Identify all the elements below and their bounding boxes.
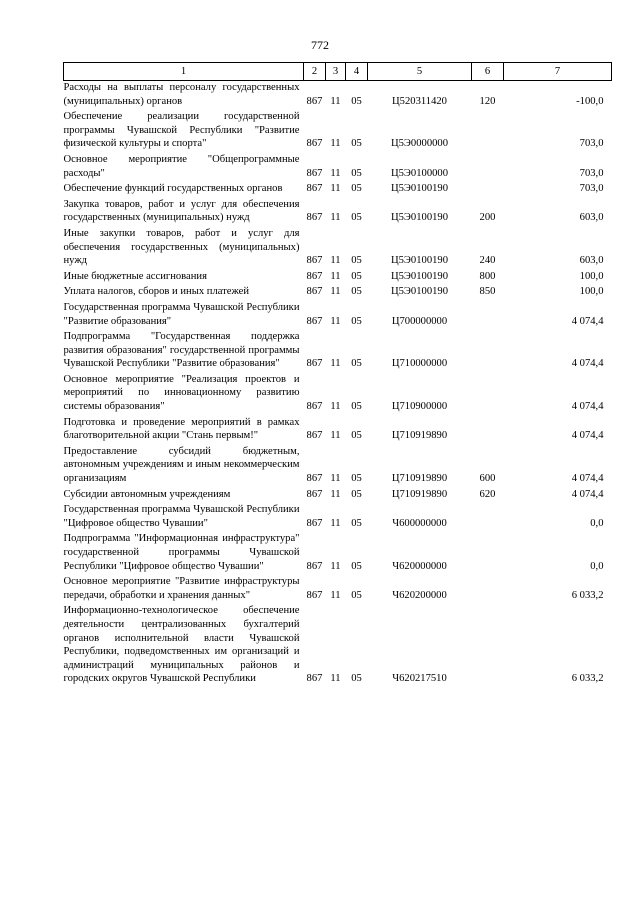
row-code-col4: 05 <box>351 95 362 107</box>
row-code-col5: Ч600000000 <box>392 517 447 529</box>
row-code-col4: 05 <box>351 358 362 370</box>
row-code-col5: Ц710900000 <box>391 401 448 413</box>
row-code-col3: 11 <box>330 315 341 327</box>
header-row <box>64 63 612 81</box>
row-code-col4: 05 <box>351 167 362 179</box>
row-amount: 703,0 <box>579 138 604 150</box>
header-col-4: 4 <box>346 63 368 81</box>
table-row <box>64 110 612 153</box>
row-code-col2: 867 <box>306 138 323 150</box>
row-name: Предоставление субсидий бюджетным, автономным учреждениям и иным некоммерческим организациям <box>63 445 300 485</box>
row-code-col5: Ц5Э0100190 <box>390 286 449 298</box>
row-amount: 4 074,4 <box>571 401 604 413</box>
table-row <box>64 604 612 688</box>
row-name: Государственная программа Чувашской Республики "Цифровое общество Чувашии" <box>63 504 300 529</box>
row-code-col5: Ц710000000 <box>391 358 448 370</box>
row-code-col3: 11 <box>330 488 341 500</box>
row-code-col6: 600 <box>479 473 496 485</box>
row-name: Закупка товаров, работ и услуг для обеспечения государственных (муниципальных) нужд <box>63 198 300 224</box>
row-amount: 6 033,2 <box>571 589 604 601</box>
row-code-col4: 05 <box>351 183 362 195</box>
row-amount: 100,0 <box>579 270 604 282</box>
row-code-col6 <box>472 532 504 575</box>
table-row <box>64 227 612 270</box>
table-row <box>64 182 612 198</box>
row-code-col6: 850 <box>479 286 496 298</box>
table-row <box>64 575 612 604</box>
row-code-col4: 05 <box>351 212 362 224</box>
row-code-col2: 867 <box>306 167 323 179</box>
row-code-col3: 11 <box>330 138 341 150</box>
row-code-col6 <box>472 575 504 604</box>
row-code-col3: 11 <box>330 212 341 224</box>
row-amount: 4 074,4 <box>571 315 604 327</box>
row-code-col2: 867 <box>306 270 323 282</box>
table-row <box>64 532 612 575</box>
row-code-col5: Ц520311420 <box>392 95 447 107</box>
row-code-col2: 867 <box>306 430 323 442</box>
row-name: Обеспечение реализации государственной программы Чувашской Республики "Развитие физической культуры и спорта" <box>63 111 300 150</box>
table-row <box>64 153 612 182</box>
row-code-col6: 240 <box>479 255 496 267</box>
row-name: Иные бюджетные ассигнования <box>63 270 207 282</box>
row-code-col6 <box>472 416 504 445</box>
row-amount: 603,0 <box>579 212 604 224</box>
row-amount: 4 074,4 <box>571 473 604 485</box>
row-amount: -100,0 <box>576 95 604 107</box>
row-code-col6: 200 <box>479 212 496 224</box>
row-amount: 4 074,4 <box>571 488 604 500</box>
row-code-col6: 620 <box>479 488 496 500</box>
table-row <box>64 445 612 488</box>
row-amount: 0,0 <box>590 517 604 529</box>
row-code-col2: 867 <box>306 488 323 500</box>
row-code-col6 <box>472 110 504 153</box>
row-name: Подготовка и проведение мероприятий в рамках благотворительной акции "Стань первым!" <box>63 416 300 442</box>
row-name: Государственная программа Чувашской Республики "Развитие образования" <box>63 301 300 327</box>
row-code-col6 <box>472 182 504 198</box>
row-name: Иные закупки товаров, работ и услуг для обеспечения государственных (муниципальных) нужд <box>63 227 300 267</box>
row-code-col2: 867 <box>306 183 323 195</box>
row-name: Информационно-технологическое обеспечение деятельности централизованных бухгалтерий органов исполнительной власти Чувашской Республики, подведомственных им организаций и администраций муниципальных районов и городских округов Чувашской Республики <box>63 605 300 685</box>
row-name: Подпрограмма "Информационная инфраструктура" государственной программы Чувашской Республики "Цифровое общество Чувашии" <box>63 533 300 572</box>
row-code-col3: 11 <box>330 95 341 107</box>
row-code-col4: 05 <box>351 270 362 282</box>
row-code-col2: 867 <box>306 95 323 107</box>
row-code-col5: Ц5Э0100190 <box>390 270 449 282</box>
row-code-col3: 11 <box>330 589 341 601</box>
row-name: Подпрограмма "Государственная поддержка развития образования" государственной программы Чувашской Республики "Развитие образования" <box>63 331 300 370</box>
row-amount: 100,0 <box>579 286 604 298</box>
header-col-7: 7 <box>504 63 612 81</box>
row-code-col5: Ц710919890 <box>391 488 448 500</box>
row-name: Основное мероприятие "Развитие инфраструктуры передачи, обработки и хранения данных" <box>63 576 300 601</box>
row-code-col5: Ц5Э0100190 <box>390 255 449 267</box>
row-code-col6 <box>472 301 504 330</box>
row-amount: 0,0 <box>590 560 604 572</box>
row-amount: 703,0 <box>579 167 604 179</box>
row-name: Обеспечение функций государственных органов <box>63 183 283 195</box>
row-code-col2: 867 <box>306 589 323 601</box>
header-col-3: 3 <box>326 63 346 81</box>
budget-table <box>63 62 612 688</box>
row-code-col3: 11 <box>330 255 341 267</box>
row-code-col4: 05 <box>351 488 362 500</box>
row-code-col5: Ц5Э0100000 <box>390 167 449 179</box>
row-code-col2: 867 <box>306 358 323 370</box>
table-row <box>64 301 612 330</box>
row-code-col4: 05 <box>351 517 362 529</box>
row-code-col2: 867 <box>306 517 323 529</box>
row-code-col2: 867 <box>306 315 323 327</box>
row-code-col4: 05 <box>351 138 362 150</box>
table-row <box>64 270 612 286</box>
row-code-col6 <box>472 330 504 373</box>
row-code-col3: 11 <box>330 517 341 529</box>
row-code-col5: Ч620217510 <box>392 673 447 685</box>
table-body <box>64 81 612 688</box>
row-code-col5: Ц710919890 <box>391 473 448 485</box>
row-code-col2: 867 <box>306 560 323 572</box>
header-col-2: 2 <box>304 63 326 81</box>
header-col-6: 6 <box>472 63 504 81</box>
row-code-col2: 867 <box>306 286 323 298</box>
row-code-col4: 05 <box>351 430 362 442</box>
row-code-col4: 05 <box>351 673 362 685</box>
row-code-col3: 11 <box>330 473 341 485</box>
row-code-col5: Ц700000000 <box>391 315 448 327</box>
row-amount: 4 074,4 <box>571 430 604 442</box>
row-code-col6 <box>472 153 504 182</box>
row-code-col2: 867 <box>306 673 323 685</box>
table-row <box>64 285 612 301</box>
header-col-5: 5 <box>368 63 472 81</box>
row-name: Расходы на выплаты персоналу государственных (муниципальных) органов <box>63 82 300 107</box>
row-code-col4: 05 <box>351 401 362 413</box>
table-row <box>64 81 612 111</box>
row-code-col5: Ц5Э0100190 <box>390 183 449 195</box>
row-code-col3: 11 <box>330 167 341 179</box>
row-code-col2: 867 <box>306 401 323 413</box>
row-code-col3: 11 <box>330 560 341 572</box>
row-code-col4: 05 <box>351 315 362 327</box>
table-row <box>64 488 612 504</box>
row-code-col3: 11 <box>330 270 341 282</box>
page-number: 772 <box>311 38 329 52</box>
row-name: Уплата налогов, сборов и иных платежей <box>63 286 250 298</box>
table-row <box>64 330 612 373</box>
row-code-col6: 120 <box>479 95 496 107</box>
row-code-col5: Ч620000000 <box>392 560 447 572</box>
row-code-col3: 11 <box>330 430 341 442</box>
row-code-col3: 11 <box>330 183 341 195</box>
row-amount: 6 033,2 <box>571 673 604 685</box>
row-code-col6 <box>472 373 504 416</box>
row-code-col3: 11 <box>330 401 341 413</box>
row-name: Основное мероприятие "Реализация проектов и мероприятий по инновационному развитию системы образования" <box>63 373 300 413</box>
row-code-col2: 867 <box>306 473 323 485</box>
row-code-col4: 05 <box>351 286 362 298</box>
row-code-col5: Ч620200000 <box>392 589 447 601</box>
table-row <box>64 198 612 227</box>
row-code-col6: 800 <box>479 270 496 282</box>
row-amount: 4 074,4 <box>571 358 604 370</box>
row-code-col6 <box>472 604 504 688</box>
row-code-col3: 11 <box>330 286 341 298</box>
row-code-col3: 11 <box>330 358 341 370</box>
table-row <box>64 503 612 532</box>
row-code-col5: Ц5Э0100190 <box>390 212 449 224</box>
row-code-col4: 05 <box>351 255 362 267</box>
table-row <box>64 373 612 416</box>
row-code-col5: Ц5Э0000000 <box>390 138 449 150</box>
row-amount: 703,0 <box>579 183 604 195</box>
row-name: Субсидии автономным учреждениям <box>63 488 231 500</box>
row-code-col2: 867 <box>306 255 323 267</box>
row-code-col4: 05 <box>351 473 362 485</box>
row-code-col3: 11 <box>330 673 341 685</box>
row-code-col4: 05 <box>351 589 362 601</box>
row-code-col6 <box>472 503 504 532</box>
row-code-col5: Ц710919890 <box>391 430 448 442</box>
row-name: Основное мероприятие "Общепрограммные расходы" <box>63 153 300 179</box>
row-code-col4: 05 <box>351 560 362 572</box>
table-row <box>64 416 612 445</box>
row-amount: 603,0 <box>579 255 604 267</box>
row-code-col2: 867 <box>306 212 323 224</box>
header-col-1: 1 <box>64 63 304 81</box>
